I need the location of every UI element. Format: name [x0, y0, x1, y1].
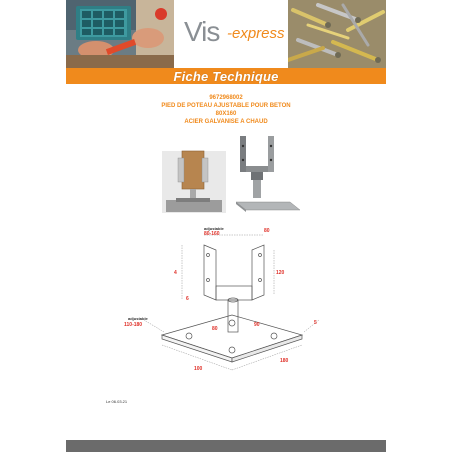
dim-plate-inner: 90 [254, 322, 260, 328]
workshop-photo [66, 0, 174, 68]
base-plate [162, 315, 302, 358]
footer-bar [66, 440, 386, 452]
bracket-right-plate [252, 245, 264, 300]
technical-sheet [66, 0, 386, 452]
dim-side-small: 6 [186, 296, 189, 302]
screws-photo [288, 0, 386, 68]
page-title: Fiche Technique [173, 68, 279, 84]
product-photo [236, 136, 300, 212]
dim-height-right: 120 [276, 270, 285, 276]
technical-drawing [104, 220, 352, 380]
dim-tube: 80 [212, 326, 218, 332]
adjustable-bottom-label: adjustable [128, 316, 148, 321]
document-date: Le 06.03.21 [106, 399, 128, 404]
logo-sub-text: -express [227, 25, 285, 42]
dim-plate-thickness: 5 [314, 320, 317, 326]
adjustable-bottom-value: 110-180 [124, 322, 143, 328]
title-bar [66, 68, 386, 84]
product-info [66, 94, 386, 126]
dim-width-top: 80 [264, 228, 270, 234]
header-banner [66, 0, 386, 68]
product-material: ACIER GALVANISE A CHAUD [184, 119, 268, 125]
adjustable-top-value: 80-160 [204, 231, 220, 237]
installed-photo [162, 151, 226, 213]
logo-main-text: Vis [184, 16, 220, 47]
bracket-left-plate [204, 245, 216, 300]
dim-height-left: 4 [174, 270, 177, 276]
product-size: 80X160 [215, 111, 237, 117]
product-name: PIED DE POTEAU AJUSTABLE POUR BETON [161, 103, 291, 109]
vis-express-logo [174, 0, 288, 68]
product-photos [162, 136, 312, 214]
dim-plate-side: 180 [280, 358, 289, 364]
adjustable-top-label: adjustable [204, 226, 224, 231]
dim-plate-front: 100 [194, 366, 203, 372]
product-reference: 9672968002 [209, 95, 243, 101]
